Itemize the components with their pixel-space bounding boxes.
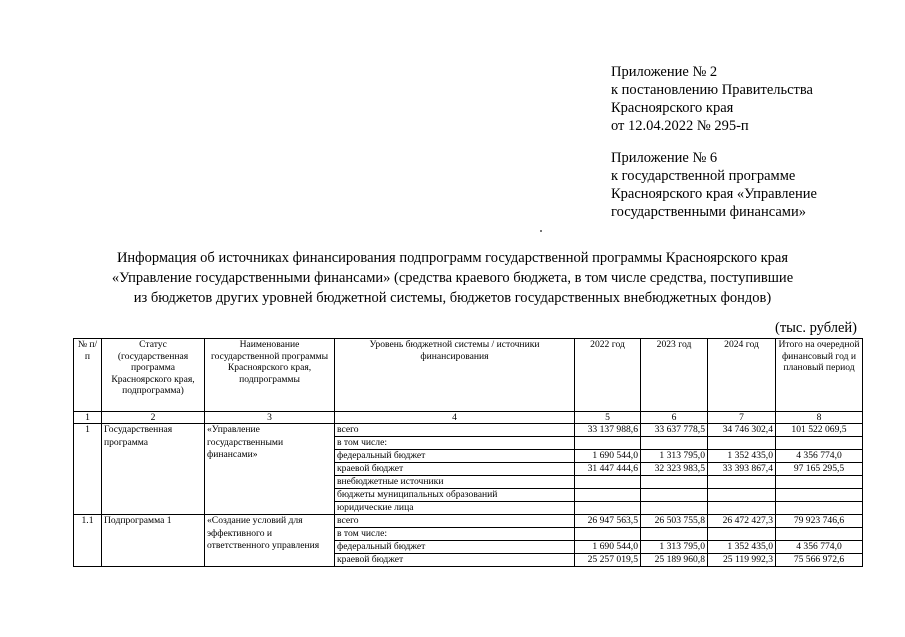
appendix-2-block [611,149,817,221]
value-2023 [641,528,708,541]
heading-line: Информация об источниках финансирования подпрограмм государственной программы Красноярского края [116,250,789,266]
header-cell: 2022 год [575,339,641,412]
value-2023: 1 313 795,0 [641,450,708,463]
value-2023: 26 503 755,8 [641,515,708,528]
table-row [74,424,863,437]
value-2024 [708,437,776,450]
value-2023 [641,476,708,489]
value-total [776,476,863,489]
value-2022: 26 947 563,5 [575,515,641,528]
column-number: 5 [575,412,641,424]
column-number: 4 [335,412,575,424]
value-2022: 1 690 544,0 [575,541,641,554]
appendix-1-line: Красноярского края [611,100,734,116]
header-cell: 2023 год [641,339,708,412]
appendix-1-block [611,63,813,135]
source-cell: юридические лица [335,502,575,515]
row-program-name: «Создание условий для эффективного и ответственного управления [205,515,335,567]
value-total [776,489,863,502]
value-2024 [708,476,776,489]
row-number: 1.1 [74,515,102,567]
value-2023 [641,502,708,515]
value-2022 [575,437,641,450]
row-status: Подпрограмма 1 [102,515,205,567]
value-2023: 1 313 795,0 [641,541,708,554]
value-2022 [575,476,641,489]
document-heading [60,248,845,308]
value-2024: 33 393 867,4 [708,463,776,476]
source-cell: внебюджетные источники [335,476,575,489]
value-2023: 33 637 778,5 [641,424,708,437]
value-total: 97 165 295,5 [776,463,863,476]
value-total [776,528,863,541]
column-number: 2 [102,412,205,424]
column-number: 1 [74,412,102,424]
source-cell: федеральный бюджет [335,541,575,554]
value-2022: 31 447 444,6 [575,463,641,476]
header-cell: Статус (государственная программа Красноярского края, подпрограмма) [102,339,205,412]
header-cell: Наименование государственной программы Красноярского края, подпрограммы [205,339,335,412]
value-2023 [641,489,708,502]
column-number: 7 [708,412,776,424]
appendix-1-line: от 12.04.2022 № 295-п [611,118,749,134]
heading-line: «Управление государственными финансами» (средства краевого бюджета, в том числе средства, поступившие [111,270,794,286]
value-total: 4 356 774,0 [776,450,863,463]
value-2023: 25 189 960,8 [641,554,708,567]
source-cell: всего [335,515,575,528]
header-cell: Уровень бюджетной системы / источники финансирования [335,339,575,412]
value-2022 [575,528,641,541]
value-total: 79 923 746,6 [776,515,863,528]
column-number: 8 [776,412,863,424]
value-total [776,437,863,450]
appendix-2-line: к государственной программе [611,168,796,184]
value-2024 [708,502,776,515]
header-cell: 2024 год [708,339,776,412]
value-2024: 1 352 435,0 [708,450,776,463]
table-row [74,515,863,528]
value-total [776,502,863,515]
value-2023 [641,437,708,450]
column-number: 6 [641,412,708,424]
source-cell: бюджеты муниципальных образований [335,489,575,502]
source-cell: в том числе: [335,437,575,450]
table-header-row [74,339,863,412]
appendix-1-line: Приложение № 2 [611,64,718,80]
appendix-2-line: Приложение № 6 [611,150,718,166]
header-cell: Итого на очередной финансовый год и плановый период [776,339,863,412]
heading-line: из бюджетов других уровней бюджетной системы, бюджетов государственных внебюджетных фондов) [133,290,772,306]
value-2022: 33 137 988,6 [575,424,641,437]
source-cell: краевой бюджет [335,463,575,476]
scan-speck [540,230,542,232]
row-number: 1 [74,424,102,515]
value-2022: 1 690 544,0 [575,450,641,463]
header-cell: № п/п [74,339,102,412]
value-2022 [575,489,641,502]
column-number: 3 [205,412,335,424]
value-2022: 25 257 019,5 [575,554,641,567]
source-cell: всего [335,424,575,437]
value-2024: 34 746 302,4 [708,424,776,437]
value-2024: 25 119 992,3 [708,554,776,567]
value-2022 [575,502,641,515]
appendix-2-line: государственными финансами» [611,204,806,220]
source-cell: федеральный бюджет [335,450,575,463]
value-total: 75 566 972,6 [776,554,863,567]
value-2023: 32 323 983,5 [641,463,708,476]
source-cell: краевой бюджет [335,554,575,567]
units-label: (тыс. рублей) [775,320,857,336]
appendix-2-line: Красноярского края «Управление [611,186,817,202]
value-2024 [708,489,776,502]
appendix-1-line: к постановлению Правительства [611,82,813,98]
source-cell: в том числе: [335,528,575,541]
value-2024: 1 352 435,0 [708,541,776,554]
column-number-row [74,412,863,424]
value-2024: 26 472 427,3 [708,515,776,528]
row-program-name: «Управление государственными финансами» [205,424,335,515]
value-2024 [708,528,776,541]
financing-table [73,338,863,567]
value-total: 101 522 069,5 [776,424,863,437]
row-status: Государственная программа [102,424,205,515]
value-total: 4 356 774,0 [776,541,863,554]
